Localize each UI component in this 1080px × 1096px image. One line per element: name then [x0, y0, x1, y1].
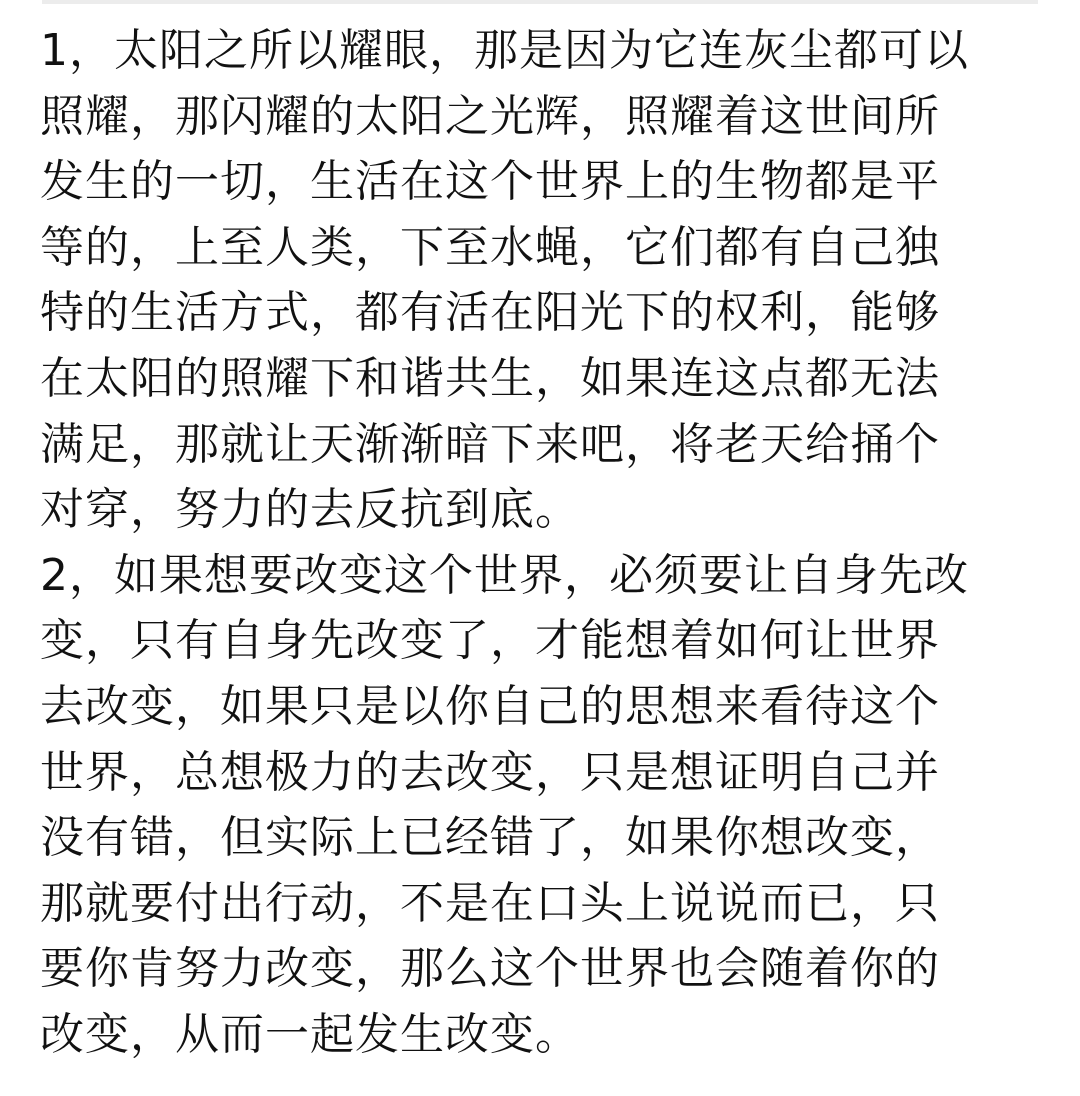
paragraph-line: 世界，总想极力的去改变，只是想证明自己并: [40, 746, 940, 798]
top-divider: [42, 0, 1038, 4]
paragraph-line: 在太阳的照耀下和谐共生，如果连这点都无法: [40, 352, 940, 404]
paragraph-line: 等的，上至人类，下至水蝇，它们都有自己独: [40, 221, 940, 273]
paragraph-1: [40, 18, 1040, 543]
article-text: [40, 18, 1040, 1068]
paragraph-line: 特的生活方式，都有活在阳光下的权利，能够: [40, 287, 940, 339]
paragraph-line: 改变，从而一起发生改变。: [40, 1008, 580, 1060]
paragraph-line: 去改变，如果只是以你自己的思想来看待这个: [40, 680, 940, 732]
paragraph-line: 2，如果想要改变这个世界，必须要让自身先改: [40, 549, 969, 601]
paragraph-2: [40, 543, 1040, 1068]
paragraph-line: 1，太阳之所以耀眼，那是因为它连灰尘都可以: [40, 25, 969, 76]
paragraph-line: 那就要付出行动，不是在口头上说说而已，只: [40, 877, 940, 929]
paragraph-line: 照耀，那闪耀的太阳之光辉，照耀着这世间所: [40, 90, 940, 142]
paragraph-line: 变，只有自身先改变了，才能想着如何让世界: [40, 615, 940, 667]
paragraph-line: 没有错，但实际上已经错了，如果你想改变，: [40, 812, 940, 864]
paragraph-line: 对穿，努力的去反抗到底。: [40, 484, 580, 536]
paragraph-line: 发生的一切，生活在这个世界上的生物都是平: [40, 156, 940, 208]
paragraph-line: 要你肯努力改变，那么这个世界也会随着你的: [40, 943, 940, 995]
paragraph-line: 满足，那就让天渐渐暗下来吧，将老天给捅个: [40, 418, 940, 470]
